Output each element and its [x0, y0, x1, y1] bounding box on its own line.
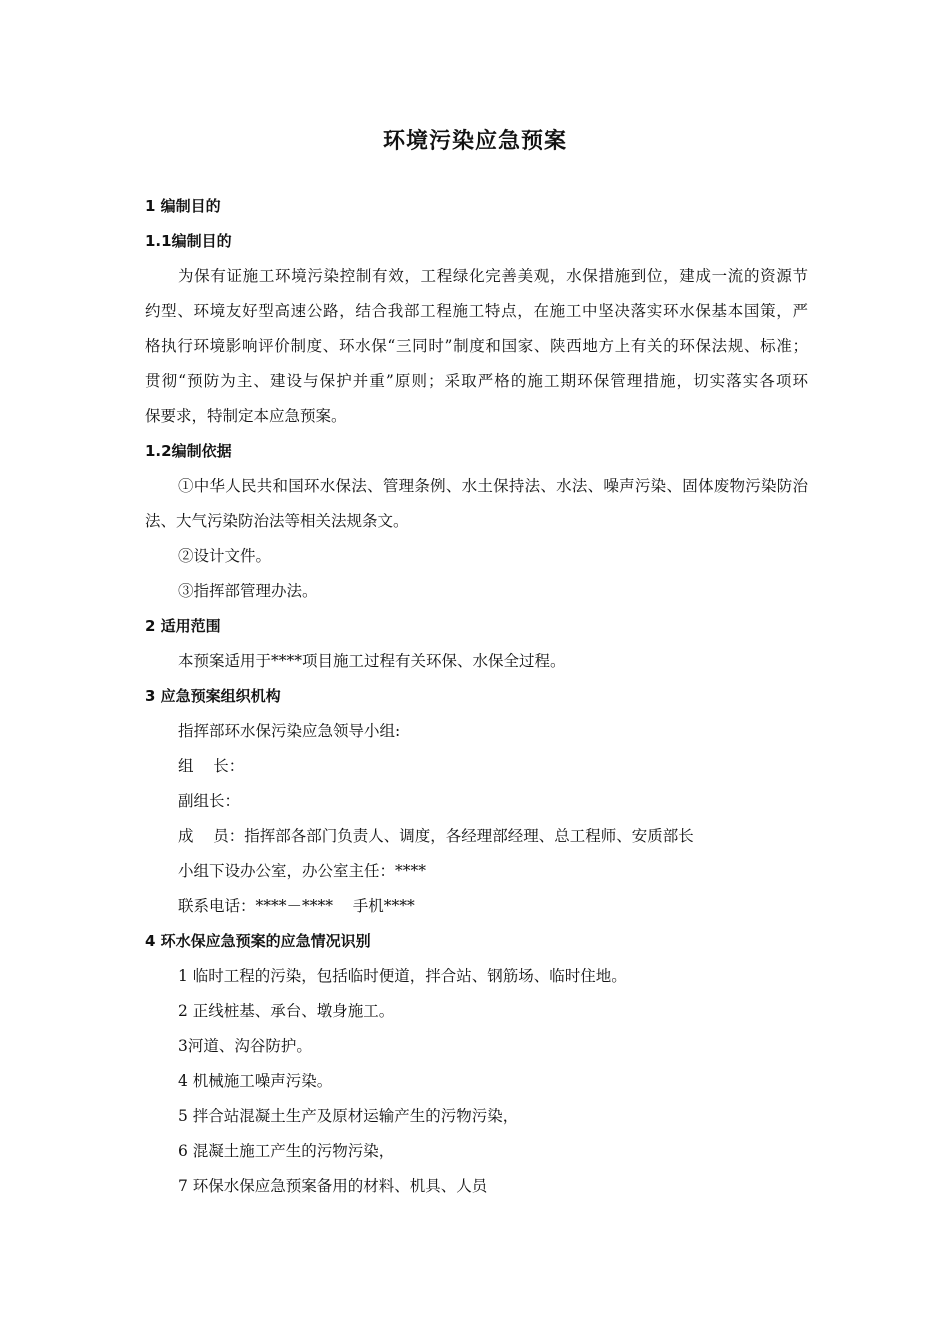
section-heading-1-1: 1.1编制目的 — [145, 232, 232, 250]
section-heading-3: 3 应急预案组织机构 — [145, 687, 281, 705]
section-heading-2: 2 适用范围 — [145, 617, 221, 635]
paragraph-line: 约型、环境友好型高速公路，结合我部工程施工特点，在施工中坚决落实环水保基本国策，严 — [145, 302, 808, 320]
list-item: 1 临时工程的污染，包括临时便道，拌合站、钢筋场、临时住地。 — [178, 967, 627, 985]
list-item: 3河道、沟谷防护。 — [178, 1037, 312, 1055]
paragraph-line: 成 员：指挥部各部门负责人、调度，各经理部经理、总工程师、安质部长 — [178, 827, 694, 845]
paragraph-line: 贯彻“预防为主、建设与保护并重”原则；采取严格的施工期环保管理措施，切实落实各项环 — [145, 372, 808, 390]
list-item: 4 机械施工噪声污染。 — [178, 1072, 333, 1090]
paragraph-line: ①中华人民共和国环水保法、管理条例、水土保持法、水法、噪声污染、固体废物污染防治 — [178, 477, 808, 495]
list-item: 6 混凝土施工产生的污物污染， — [178, 1142, 395, 1160]
paragraph-line: 法、大气污染防治法等相关法规条文。 — [145, 512, 409, 530]
document-title: 环境污染应急预案 — [382, 129, 567, 154]
list-item: 2 正线桩基、承台、墩身施工。 — [178, 1002, 395, 1020]
paragraph-line: 联系电话：****－**** 手机**** — [178, 897, 415, 915]
section-heading-1-2: 1.2编制依据 — [145, 442, 232, 460]
paragraph-line: 组 长： — [178, 757, 245, 775]
paragraph-line: 本预案适用于****项目施工过程有关环保、水保全过程。 — [178, 652, 566, 670]
list-item: 7 环保水保应急预案备用的材料、机具、人员 — [178, 1177, 488, 1195]
list-item: 5 拌合站混凝土生产及原材运输产生的污物污染， — [178, 1107, 519, 1125]
section-heading-4: 4 环水保应急预案的应急情况识别 — [145, 932, 371, 950]
paragraph-line: ③指挥部管理办法。 — [178, 582, 318, 600]
paragraph-line: 小组下设办公室，办公室主任：**** — [178, 862, 427, 880]
paragraph-line: 指挥部环水保污染应急领导小组: — [178, 722, 401, 740]
paragraph-line: ②设计文件。 — [178, 547, 272, 565]
paragraph-line: 为保有证施工环境污染控制有效，工程绿化完善美观，水保措施到位，建成一流的资源节 — [178, 267, 808, 285]
paragraph-line: 副组长： — [178, 792, 241, 810]
section-heading-1: 1 编制目的 — [145, 197, 221, 215]
paragraph-line: 保要求，特制定本应急预案。 — [145, 407, 347, 425]
paragraph-line: 格执行环境影响评价制度、环水保“三同时”制度和国家、陕西地方上有关的环保法规、标准； — [145, 337, 808, 355]
